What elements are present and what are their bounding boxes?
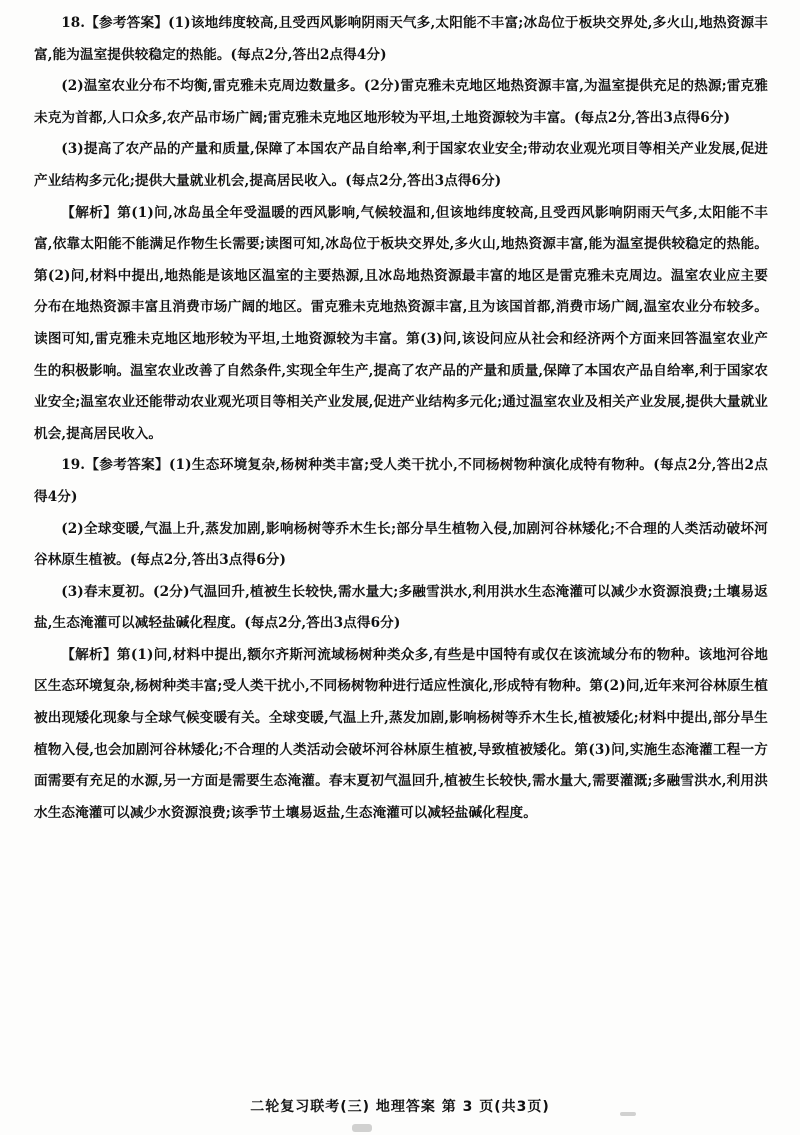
q19-analysis: 【解析】第(1)问,材料中提出,额尔齐斯河流域杨树种类众多,有些是中国特有或仅在该流域分布的物种。该地河谷地区生态环境复杂,杨树种类丰富;受人类干扰小,不同杨树物种进行适应性演化,形成特有物种。第(2)问,近年来河谷林原生植被出现矮化现象与全球气候变暖有关。全球变暖,气温上升,蒸发加剧,影响杨树等乔木生长,植被矮化;材料中提出,部分旱生植物入侵,也会加剧河谷林矮化;不合理的人类活动会破坏河谷林原生植被,导致植被矮化。第(3)问,实施生态淹灌工程一方面需要有充足的水源,另一方面是需要生态淹灌。春末夏初气温回升,植被生长较快,需水量大,需要灌溉;多融雪洪水,利用洪水生态淹灌可以减少水资源浪费;该季节土壤易返盐,生态淹灌可以减轻盐碱化程度。 xyxy=(34,646,768,821)
q19-answer-part2: (2)全球变暖,气温上升,蒸发加剧,影响杨树等乔木生长;部分旱生植物入侵,加剧河谷林矮化;不合理的人类活动破坏河谷林原生植被。(每点2分,答出3点得6分) xyxy=(34,520,768,569)
q19-answer-part3: (3)春末夏初。(2分)气温回升,植被生长较快,需水量大;多融雪洪水,利用洪水生态淹灌可以减少水资源浪费;土壤易返盐,生态淹灌可以减轻盐碱化程度。(每点2分,答出3点得6分) xyxy=(34,583,768,632)
q18-answer-part2: (2)温室农业分布不均衡,雷克雅未克周边数量多。(2分)雷克雅未克地区地热资源丰富,为温室提供充足的热源;雷克雅未克为首都,人口众多,农产品市场广阔;雷克雅未克地区地形较为平坦,土地资源较为丰富。(每点2分,答出3点得6分) xyxy=(34,78,768,126)
q18-answer-part1: 18.【参考答案】(1)该地纬度较高,且受西风影响阴雨天气多,太阳能不丰富;冰岛位于板块交界处,多火山,地热资源丰富,能为温室提供较稳定的热能。(每点2分,答出2点得4分) xyxy=(34,15,768,63)
scan-smudge xyxy=(352,1124,372,1132)
q19-answer-part1: 19.【参考答案】(1)生态环境复杂,杨树种类丰富;受人类干扰小,不同杨树物种演化成特有物种。(每点2分,答出2点得4分) xyxy=(34,457,768,505)
q18-answer-part3: (3)提高了农产品的产量和质量,保障了本国农产品自给率,利于国家农业安全;带动农业观光项目等相关产业发展,促进产业结构多元化;提供大量就业机会,提高居民收入。(每点2分,答出3点得6分) xyxy=(34,141,768,189)
scan-smudge xyxy=(620,1112,636,1116)
answer-content xyxy=(34,8,768,829)
page-footer: 二轮复习联考(三) 地理答案 第 3 页(共3页) xyxy=(250,1099,550,1115)
q18-analysis: 【解析】第(1)问,冰岛虽全年受温暖的西风影响,气候较温和,但该地纬度较高,且受西风影响阴雨天气多,太阳能不丰富,依靠太阳能不能满足作物生长需要;读图可知,冰岛位于板块交界处,多火山,地热资源丰富,能为温室提供较稳定的热能。第(2)问,材料中提出,地热能是该地区温室的主要热源,且冰岛地热资源最丰富的地区是雷克雅未克周边。温室农业应主要分布在地热资源丰富且消费市场广阔的地区。雷克雅未克地热资源丰富,且为该国首都,消费市场广阔,温室农业分布较多。读图可知,雷克雅未克地区地形较为平坦,土地资源较为丰富。第(3)问,该设问应从社会和经济两个方面来回答温室农业产生的积极影响。温室农业改善了自然条件,实现全年生产,提高了农产品的产量和质量,保障了本国农产品自给率,利于国家农业安全;温室农业还能带动农业观光项目等相关产业发展,促进产业结构多元化;通过温室农业及相关产业发展,提供大量就业机会,提高居民收入。 xyxy=(34,204,768,442)
